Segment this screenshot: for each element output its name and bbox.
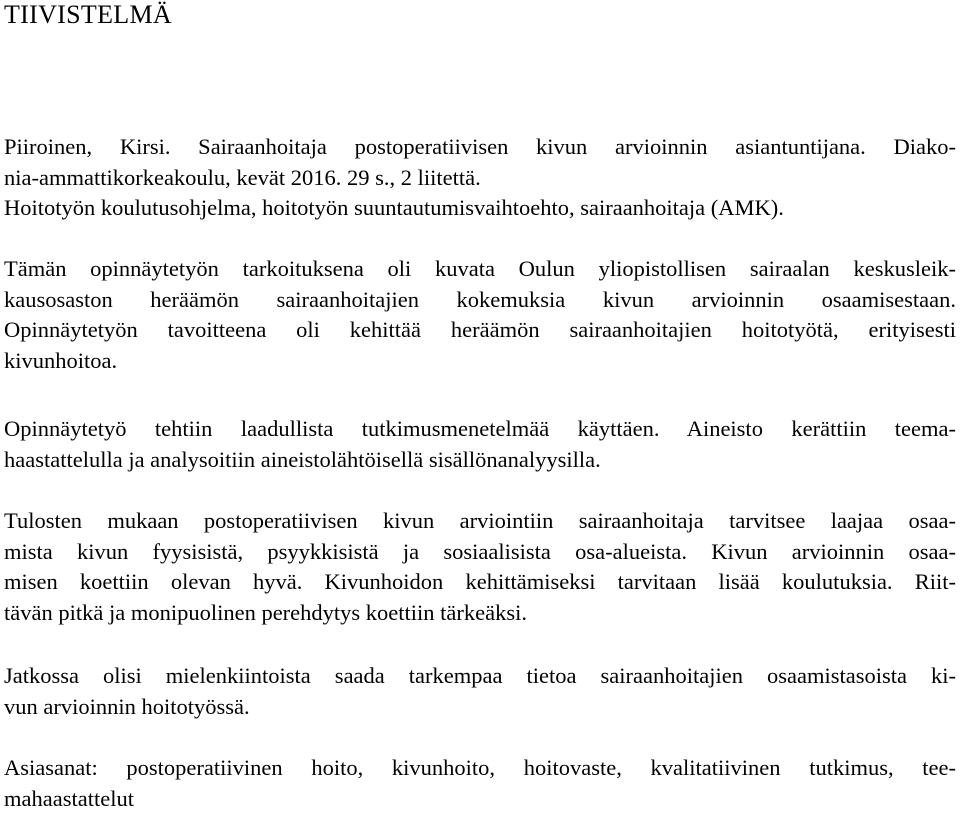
citation-block <box>4 132 956 224</box>
keywords-line: mahaastattelut <box>4 784 956 814</box>
paragraph-line: mista kivun fyysisistä, psyykkisistä ja sosiaalisista osa-alueista. Kivun arvioinnin osaa- <box>4 537 956 568</box>
paragraph-line: Tämän opinnäytetyön tarkoituksena oli kuvata Oulun yliopistollisen sairaalan keskusleik- <box>4 254 956 285</box>
abstract-paragraph-future <box>4 661 956 722</box>
keywords-block <box>4 753 956 814</box>
paragraph-line: vun arvioinnin hoitotyössä. <box>4 692 956 723</box>
paragraph-line: haastattelulla ja analysoitiin aineistolähtöisellä sisällönanalyysilla. <box>4 445 956 476</box>
paragraph-line: misen koettiin olevan hyvä. Kivunhoidon kehittämiseksi tarvitaan lisää koulutuksia. Riit- <box>4 567 956 598</box>
citation-line: nia-ammattikorkeakoulu, kevät 2016. 29 s., 2 liitettä. <box>4 163 956 194</box>
abstract-paragraph-method <box>4 414 956 475</box>
citation-line: Piiroinen, Kirsi. Sairaanhoitaja postoperatiivisen kivun arvioinnin asiantuntijana. Diako- <box>4 132 956 163</box>
paragraph-line: Jatkossa olisi mielenkiintoista saada tarkempaa tietoa sairaanhoitajien osaamistasoista ki- <box>4 661 956 692</box>
keywords-line: Asiasanat: postoperatiivinen hoito, kivunhoito, hoitovaste, kvalitatiivinen tutkimus, tee- <box>4 753 956 784</box>
citation-line: Hoitotyön koulutusohjelma, hoitotyön suuntautumisvaihtoehto, sairaanhoitaja (AMK). <box>4 193 956 224</box>
abstract-paragraph-results <box>4 506 956 628</box>
paragraph-line: kausosaston heräämön sairaanhoitajien kokemuksia kivun arvioinnin osaamisestaan. <box>4 285 956 316</box>
abstract-paragraph-purpose <box>4 254 956 376</box>
paragraph-line: kivunhoitoa. <box>4 346 956 377</box>
paragraph-line: Opinnäytetyö tehtiin laadullista tutkimusmenetelmää käyttäen. Aineisto kerättiin teema- <box>4 414 956 445</box>
paragraph-line: Opinnäytetyön tavoitteena oli kehittää heräämön sairaanhoitajien hoitotyötä, erityisesti <box>4 315 956 346</box>
document-title: TIIVISTELMÄ <box>4 0 172 30</box>
paragraph-line: tävän pitkä ja monipuolinen perehdytys koettiin tärkeäksi. <box>4 598 956 629</box>
paragraph-line: Tulosten mukaan postoperatiivisen kivun arviointiin sairaanhoitaja tarvitsee laajaa osaa- <box>4 506 956 537</box>
